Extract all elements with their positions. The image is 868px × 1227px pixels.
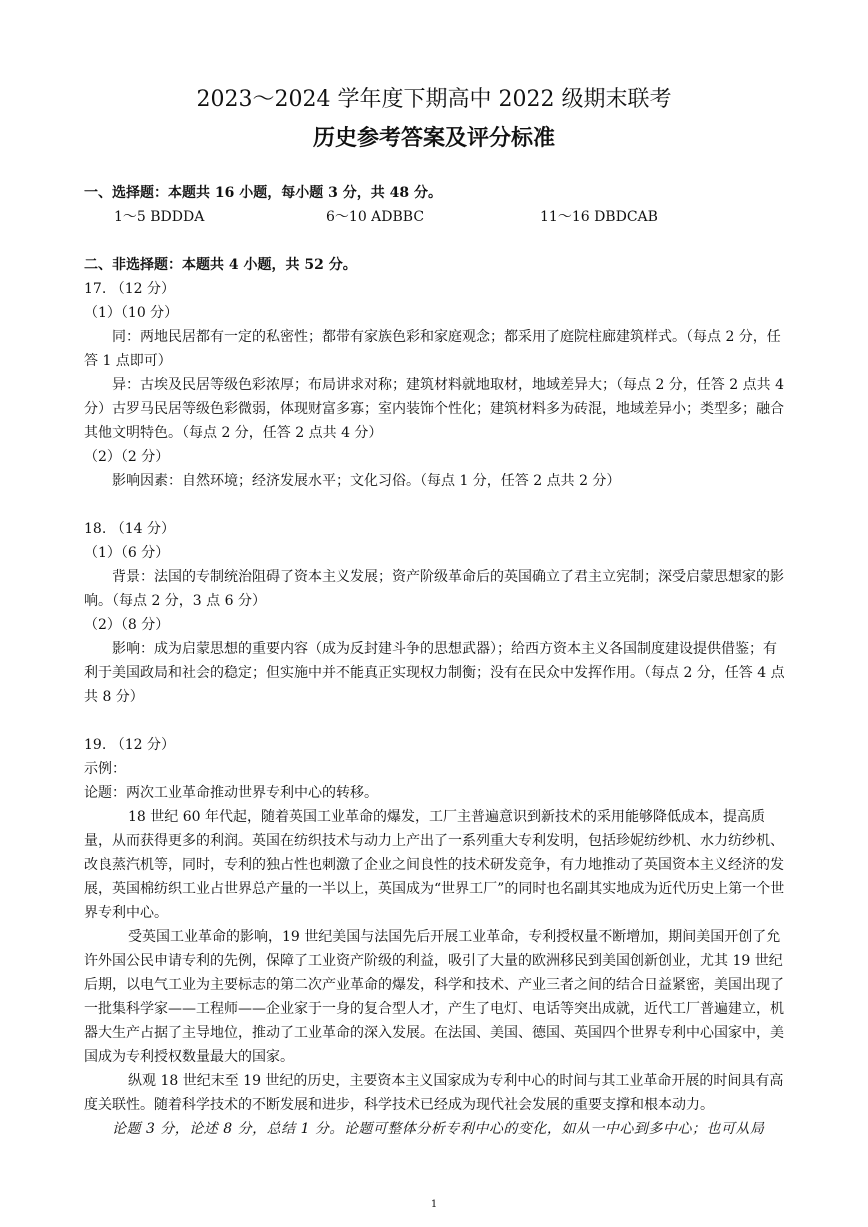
document-body <box>84 181 790 1141</box>
section1-heading: 一、选择题：本题共 16 小题，每小题 3 分，共 48 分。 <box>84 185 442 201</box>
q17-diff: 异：古埃及民居等级色彩浓厚；布局讲求对称；建筑材料就地取材，地域差异大；（每点 2 分，任答 2 点共 4 分）古罗马民居等级色彩微弱，体现财富多寡；室内装饰个性化；建筑材料多为砖混，地域差异小；类型多；融合其他文明特色。（每点 2 分，任答 2 点共 4 分） <box>84 377 784 441</box>
q17-sub2: （2）（2 分） <box>84 449 170 465</box>
q18-sub2: （2）（8 分） <box>84 617 170 633</box>
q18-sub1: （1）（6 分） <box>84 545 170 561</box>
q17-factors: 影响因素：自然环境；经济发展水平；文化习俗。（每点 1 分，任答 2 点共 2 分） <box>112 473 621 489</box>
q17-number: 17. （12 分） <box>84 281 175 297</box>
q17-same: 同：两地民居都有一定的私密性；都带有家族色彩和家庭观念；都采用了庭院柱廊建筑样式。（每点 2 分，任答 1 点即可） <box>84 329 781 369</box>
q19-paragraph-1: 18 世纪 60 年代起，随着英国工业革命的爆发，工厂主普遍意识到新技术的采用能够降低成本，提高质量，从而获得更多的利润。英国在纺织技术与动力上产出了一系列重大专利发明，包括珍妮纺纱机、水力纺纱机、改良蒸汽机等，同时，专利的独占性也刺激了企业之间良性的技术研发竞争，有力地推动了英国资本主义经济的发展，英国棉纺织工业占世界总产量的一半以上，英国成为“世界工厂”的同时也名副其实地成为近代历史上第一个世界专利中心。 <box>84 809 785 921</box>
q19-example: 示例： <box>84 761 126 777</box>
q19-number: 19. （12 分） <box>84 737 175 753</box>
q19-paragraph-2: 受英国工业革命的影响，19 世纪美国与法国先后开展工业革命，专利授权量不断增加，期间美国开创了允许外国公民申请专利的先例，保障了工业资产阶级的利益，吸引了大量的欧洲移民到美国创新创业，尤其 19 世纪后期，以电气工业为主要标志的第二次产业革命的爆发，科学和技术、产业三者之间的结合日益紧密，美国出现了一批集科学家——工程师——企业家于一身的复合型人才，产生了电灯、电话等突出成就，近代工厂普遍建立，机器大生产占据了主导地位，推动了工业革命的深入发展。在法国、美国、德国、英国四个世界专利中心国家中，美国成为专利授权数量最大的国家。 <box>84 929 784 1065</box>
section2-heading: 二、非选择题：本题共 4 小题，共 52 分。 <box>84 257 357 273</box>
page-number: 1 <box>430 1199 438 1210</box>
q19-paragraph-3: 纵观 18 世纪末至 19 世纪的历史，主要资本主义国家成为专利中心的时间与其工业革命开展的时间具有高度关联性。随着科学技术的不断发展和进步，科学技术已经成为现代社会发展的重要支撑和根本动力。 <box>84 1073 784 1113</box>
q17-sub1: （1）（10 分） <box>84 305 179 321</box>
answer-group-3: 11～16 DBDCAB <box>540 209 658 225</box>
q18-number: 18. （14 分） <box>84 521 175 537</box>
document-title: 2023～2024 学年度下期高中 2022 级期末联考 <box>196 87 672 112</box>
q19-thesis: 论题：两次工业革命推动世界专利中心的转移。 <box>84 785 378 801</box>
document-subtitle: 历史参考答案及评分标准 <box>312 125 555 151</box>
q19-scoring-note: 论题 3 分，论述 8 分，总结 1 分。论题可整体分析专利中心的变化，如从一中心到多中心；也可从局 <box>112 1121 765 1137</box>
q18-influence: 影响：成为启蒙思想的重要内容（成为反封建斗争的思想武器）；给西方资本主义各国制度建设提供借鉴；有利于美国政局和社会的稳定；但实施中并不能真正实现权力制衡；没有在民众中发挥作用。（每点 2 分，任答 4 点共 8 分） <box>84 641 785 705</box>
answer-group-2: 6～10 ADBBC <box>326 209 425 225</box>
q18-background: 背景：法国的专制统治阻碍了资本主义发展；资产阶级革命后的英国确立了君主立宪制；深受启蒙思想家的影响。（每点 2 分，3 点 6 分） <box>84 569 784 609</box>
choice-answers <box>84 205 790 229</box>
answer-group-1: 1～5 BDDDA <box>114 209 205 225</box>
